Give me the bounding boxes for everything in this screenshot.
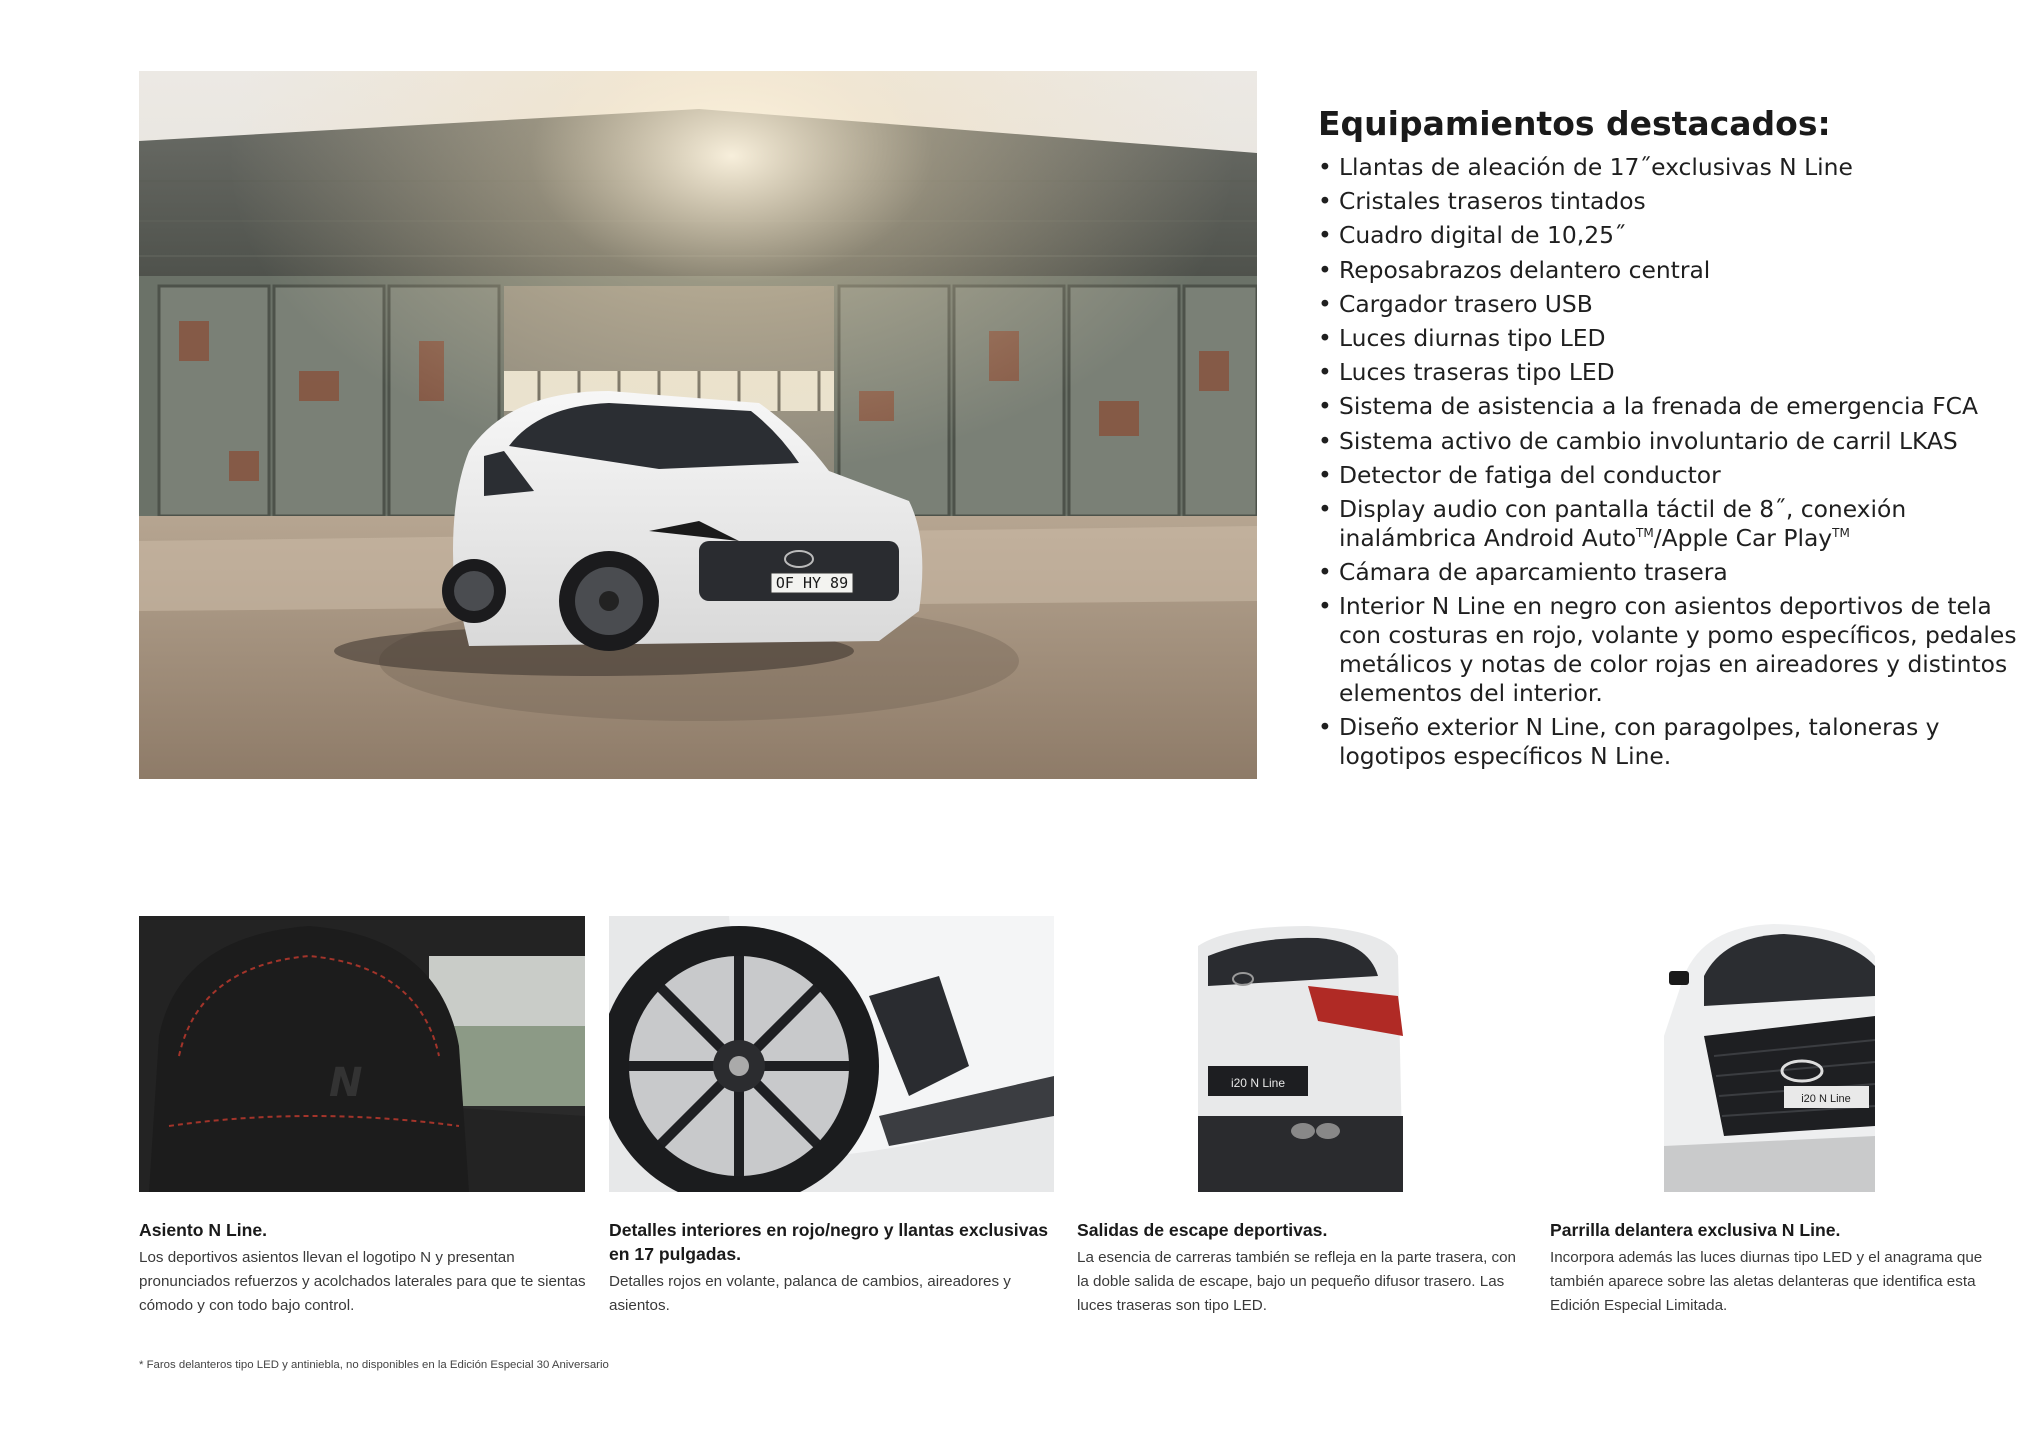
feature-grille (1550, 1218, 2010, 1318)
footnote: * Faros delanteros tipo LED y antiniebla, no disponibles en la Edición Especial 30 Aniversario (139, 1359, 609, 1371)
feature-interior (609, 1218, 1054, 1318)
seat-photo (139, 916, 585, 1192)
feature-text: La esencia de carreras también se refleja en la parte trasera, con la doble salida de escape, bajo un pequeño difusor trasero. Las luces traseras son tipo LED. (1077, 1249, 1516, 1314)
feature-text: Detalles rojos en volante, palanca de cambios, aireadores y asientos. (609, 1273, 1011, 1314)
list-item-text: Display audio con pantalla táctil de 8˝, conexión inalámbrica Android Auto (1339, 494, 1907, 552)
list-item-text: /Apple Car Play (1653, 523, 1833, 552)
feature-text: Los deportivos asientos llevan el logotipo N y presentan pronunciados refuerzos y acolchados laterales para que te sientas cómodo y con todo bajo control. (139, 1249, 586, 1314)
svg-text:N: N (329, 1060, 363, 1106)
wheel-photo (609, 916, 1054, 1192)
list-item: • Cargador trasero USB (1318, 290, 2018, 319)
list-item: • Luces traseras tipo LED (1318, 358, 2018, 387)
feature-title: Detalles interiores en rojo/negro y llantas exclusivas en 17 pulgadas. (609, 1220, 1049, 1264)
feature-exhaust (1077, 1218, 1517, 1318)
list-item: • Sistema activo de cambio involuntario de carril LKAS (1318, 427, 2018, 456)
list-item: • Cristales traseros tintados (1318, 187, 2018, 216)
rear-badge: i20 N Line (1230, 1076, 1286, 1090)
hero-plate: OF HY 89 (775, 574, 849, 592)
list-item: • Cuadro digital de 10,25˝ (1318, 221, 2018, 250)
equipment-list (1318, 153, 2018, 771)
front-badge: i20 N Line (1801, 1093, 1851, 1105)
list-item: • Detector de fatiga del conductor (1318, 461, 2018, 490)
feature-text: Incorpora además las luces diurnas tipo LED y el anagrama que también aparece sobre las aletas delanteras que identifica esta Edición Especial Limitada. (1550, 1249, 1983, 1314)
list-item: • Luces diurnas tipo LED (1318, 324, 2018, 353)
feature-title: Salidas de escape deportivas. (1077, 1220, 1328, 1240)
list-item: • Interior N Line en negro con asientos deportivos de tela con costuras en rojo, volante y pomo específicos, pedales metálicos y notas de color rojas en aireadores y distintos elementos del interior. (1318, 592, 2018, 708)
feature-title: Asiento N Line. (139, 1220, 268, 1240)
feature-seat (139, 1218, 589, 1318)
list-item: • Sistema de asistencia a la frenada de emergencia FCA (1318, 392, 2018, 421)
list-item: • Diseño exterior N Line, con paragolpes, taloneras y logotipos específicos N Line. (1318, 713, 2018, 771)
equipment-title: Equipamientos destacados: (1318, 104, 1831, 143)
list-item: • Reposabrazos delantero central (1318, 256, 2018, 285)
hero-car-photo (139, 71, 1257, 779)
list-item: • Cámara de aparcamiento trasera (1318, 558, 2018, 587)
rear-exhaust-photo (1198, 916, 1416, 1192)
list-item (1318, 495, 2018, 553)
list-item: • Llantas de aleación de 17˝exclusivas N Line (1318, 153, 2018, 182)
equipment-section (1318, 104, 2018, 777)
feature-title: Parrilla delantera exclusiva N Line. (1550, 1220, 1841, 1240)
front-grille-photo (1664, 916, 1875, 1192)
trademark: TM (1832, 526, 1850, 541)
trademark: TM (1636, 526, 1654, 541)
